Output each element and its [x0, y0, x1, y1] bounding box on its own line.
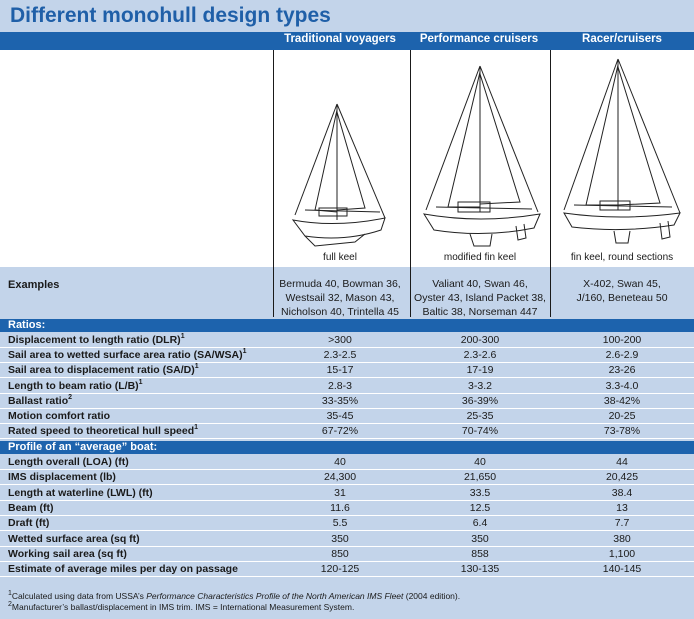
table-cell: 31	[334, 486, 346, 499]
footnote-2: $^2$Manufacturer’s ballast/displacement in IMS trim. IMS = International Measurement System.	[8, 601, 355, 612]
sailboat-full-keel-illustration	[285, 100, 395, 250]
table-cell: 2.3-2.6	[463, 349, 497, 362]
table-row	[0, 348, 694, 363]
keel-caption-racer: fin keel, round sections	[570, 252, 674, 263]
row-label: Length at waterline (LWL) (ft)	[8, 486, 153, 499]
table-cell: 1,100	[608, 547, 636, 560]
table-row	[0, 470, 694, 485]
table-cell: 350	[331, 532, 349, 545]
row-label: IMS displacement (lb)	[8, 471, 116, 484]
column-divider	[273, 50, 274, 317]
table-cell: 130-135	[460, 563, 500, 576]
table-cell: 70-74%	[461, 425, 499, 438]
column-heading-racer: Racer/cruisers	[582, 33, 662, 45]
table-cell: 140-145	[602, 563, 642, 576]
column-heading-traditional: Traditional voyagers	[284, 33, 396, 45]
row-separator	[0, 576, 694, 577]
table-row	[0, 562, 694, 577]
table-row	[0, 333, 694, 348]
table-cell: 13	[616, 501, 628, 514]
row-label: Working sail area (sq ft)	[8, 547, 127, 560]
table-cell: 858	[471, 547, 489, 560]
table-cell: 38-42%	[603, 394, 641, 407]
table-cell: 23-26	[608, 364, 636, 377]
row-label: Beam (ft)	[8, 501, 54, 514]
table-row	[0, 363, 694, 378]
column-header-bar-left	[0, 32, 273, 50]
table-cell: 350	[471, 532, 489, 545]
row-label: Displacement to length ratio (DLR)$^1$	[8, 333, 185, 346]
row-separator	[0, 438, 694, 439]
table-cell: 67-72%	[321, 425, 359, 438]
table-cell: 380	[613, 532, 631, 545]
table-cell: 38.4	[611, 486, 633, 499]
table-cell: 36-39%	[461, 394, 499, 407]
table-cell: 6.4	[472, 517, 488, 530]
table-row	[0, 455, 694, 470]
table-row	[0, 486, 694, 501]
sailboat-fin-keel-round-illustration	[560, 55, 685, 245]
row-label: Wetted surface area (sq ft)	[8, 532, 140, 545]
row-label: Rated speed to theoretical hull speed$^1$	[8, 424, 199, 438]
table-cell: 40	[474, 456, 486, 468]
table-cell: 12.5	[469, 501, 491, 514]
table-cell: 24,300	[323, 471, 357, 484]
table-cell: 20-25	[608, 410, 636, 422]
column-divider	[550, 50, 551, 317]
table-cell: 11.6	[330, 501, 350, 514]
table-cell: 2.3-2.5	[323, 349, 357, 362]
table-cell: 2.8-3	[328, 379, 352, 392]
table-cell: 3-3.2	[468, 379, 492, 392]
footnote-1: $^1$Calculated using data from USSA’s Performance Characteristics Profile of the North American IMS Fleet (2004 edition).	[8, 590, 461, 601]
examples-performance: Valiant 40, Swan 46, Oyster 43, Island Packet 38, Baltic 38, Norseman 447	[414, 278, 546, 318]
table-cell: 100-200	[602, 334, 642, 346]
table-row	[0, 501, 694, 516]
examples-label: Examples	[8, 279, 60, 291]
table-cell: 44	[616, 456, 628, 468]
ratios-section-header: Ratios:	[0, 319, 694, 332]
table-cell: 15-17	[326, 364, 354, 377]
keel-caption-traditional: full keel	[323, 252, 357, 263]
table-cell: 7.7	[614, 517, 630, 530]
table-cell: 17-19	[466, 364, 494, 377]
row-label: Sail area to wetted surface area ratio $(SA/WSA)^1$	[8, 348, 247, 362]
table-row	[0, 379, 694, 394]
column-divider	[410, 50, 411, 317]
row-label: Length overall (LOA) (ft)	[8, 456, 129, 468]
table-row	[0, 547, 694, 562]
row-label: Length to beam ratio $(L/B)^1$	[8, 378, 143, 392]
table-cell: 73-78%	[603, 425, 641, 438]
table-row	[0, 409, 694, 424]
profile-section-header: Profile of an “average” boat:	[0, 441, 694, 454]
table-cell: 3.3-4.0	[605, 379, 639, 392]
table-row	[0, 532, 694, 547]
examples-traditional: Bermuda 40, Bowman 36, Westsail 32, Mason 43, Nicholson 40, Trintella 45	[279, 278, 401, 318]
table-cell: 200-300	[460, 334, 500, 346]
examples-racer: X-402, Swan 45, J/160, Beneteau 50	[576, 278, 668, 304]
row-label: Draft (ft)	[8, 517, 50, 530]
table-cell: 2.6-2.9	[605, 349, 639, 362]
table-cell: 850	[331, 547, 349, 560]
keel-caption-performance: modified fin keel	[443, 252, 517, 263]
page-title: Different monohull design types	[10, 4, 331, 27]
column-heading-performance: Performance cruisers	[419, 33, 539, 45]
table-row	[0, 394, 694, 409]
row-label: Motion comfort ratio	[8, 410, 111, 422]
table-cell: >300	[328, 334, 352, 346]
sailboat-modified-fin-keel-illustration	[420, 62, 545, 247]
table-cell: 5.5	[332, 517, 348, 530]
table-row	[0, 424, 694, 439]
table-cell: 25-35	[466, 410, 494, 422]
table-cell: 33.5	[469, 486, 491, 499]
row-label: Estimate of average miles per day on passage	[8, 563, 238, 576]
column-header-bar	[273, 32, 694, 50]
table-cell: 21,650	[463, 471, 497, 484]
table-cell: 20,425	[605, 471, 639, 484]
table-cell: 40	[334, 456, 346, 468]
table-cell: 35-45	[326, 410, 354, 422]
row-label: Sail area to displacement ratio $(SA/D)^1$	[8, 363, 199, 377]
table-cell: 33-35%	[321, 394, 359, 407]
table-row	[0, 516, 694, 531]
row-label: Ballast ratio$^2$	[8, 393, 73, 407]
table-cell: 120-125	[320, 563, 360, 576]
